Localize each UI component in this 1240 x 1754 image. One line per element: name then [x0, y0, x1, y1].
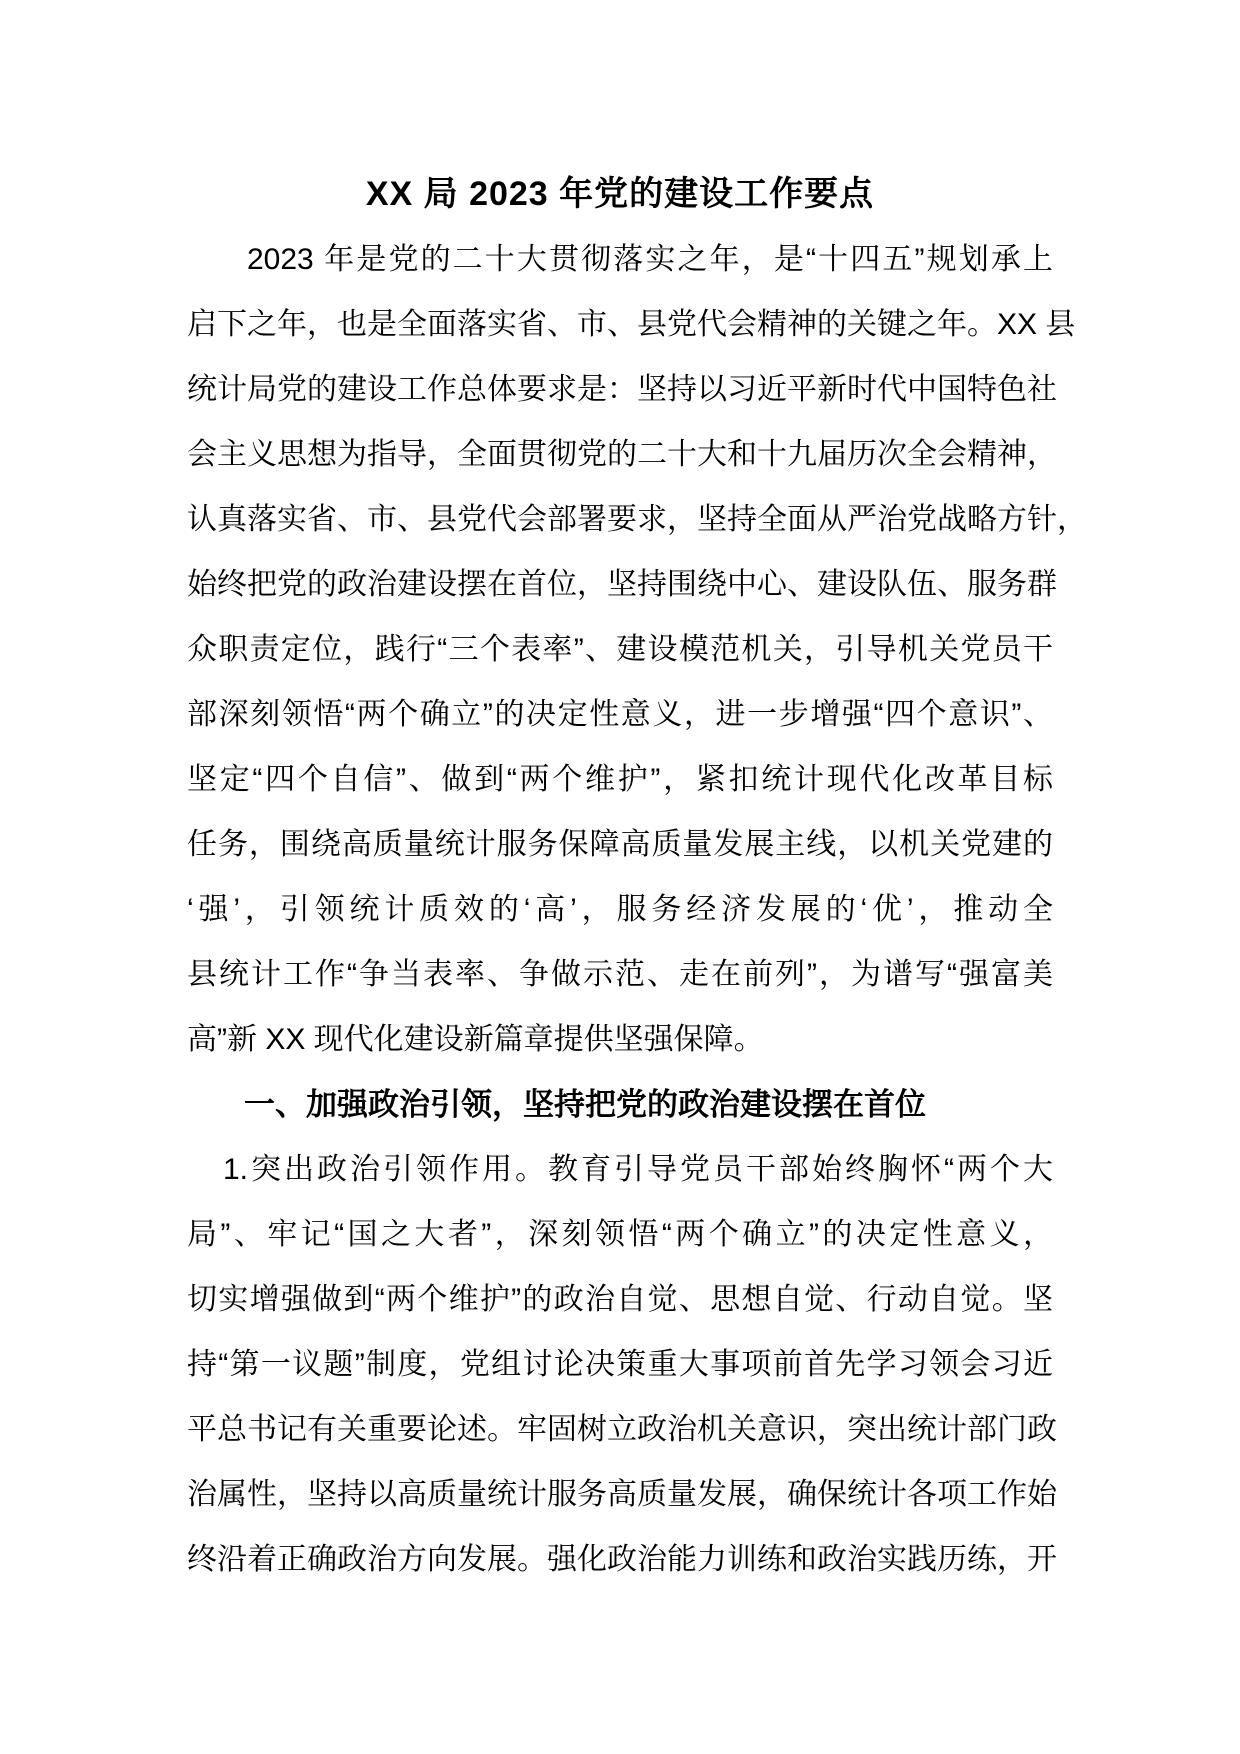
intro-paragraph-line: 众职责定位，践行“三个表率”、建设模范机关，引导机关党员干	[187, 633, 1053, 666]
intro-paragraph-line: 坚定“四个自信”、做到“两个维护”，紧扣统计现代化改革目标	[187, 763, 1053, 796]
intro-paragraph-line: 任务，围绕高质量统计服务保障高质量发展主线，以机关党建的	[187, 828, 1053, 861]
section-1-item-1-line: 切实增强做到“两个维护”的政治自觉、思想自觉、行动自觉。坚	[187, 1283, 1053, 1316]
intro-paragraph-line: 认真落实省、市、县党代会部署要求，坚持全面从严治党战略方针，	[187, 503, 1087, 536]
intro-paragraph-line: 统计局党的建设工作总体要求是：坚持以习近平新时代中国特色社	[187, 373, 1057, 406]
intro-paragraph-line: 启下之年，也是全面落实省、市、县党代会精神的关键之年。XX 县	[187, 308, 1076, 341]
section-1-item-1-line: 持“第一议题”制度，党组讨论决策重大事项前首先学习领会习近	[187, 1348, 1053, 1381]
document-title: XX 局 2023 年党的建设工作要点	[365, 175, 875, 213]
document-content	[187, 162, 1087, 1592]
section-1-item-1-line: 平总书记有关重要论述。牢固树立政治机关意识，突出统计部门政	[187, 1413, 1057, 1446]
intro-paragraph-last-line: 高”新 XX 现代化建设新篇章提供坚强保障。	[187, 1023, 764, 1056]
section-1-item-1-line: 终沿着正确政治方向发展。强化政治能力训练和政治实践历练，开	[187, 1543, 1057, 1576]
intro-paragraph-line: 县统计工作“争当表率、争做示范、走在前列”，为谱写“强富美	[187, 958, 1053, 991]
section-1-heading: 一、加强政治引领，坚持把党的政治建设摆在首位	[244, 1087, 926, 1122]
intro-paragraph-line: 会主义思想为指导，全面贯彻党的二十大和十九届历次全会精神，	[187, 438, 1057, 471]
section-1-item-1-line: 局”、牢记“国之大者”，深刻领悟“两个确立”的决定性意义，	[187, 1218, 1053, 1251]
intro-paragraph-line: ‘强’，引领统计质效的‘高’，服务经济发展的‘优’，推动全	[187, 893, 1053, 926]
section-1-item-1-line: 治属性，坚持以高质量统计服务高质量发展，确保统计各项工作始	[187, 1478, 1057, 1511]
intro-paragraph-line: 2023 年是党的二十大贯彻落实之年，是“十四五”规划承上	[247, 243, 1053, 276]
section-1-item-1-line: 1.突出政治引领作用。教育引导党员干部始终胸怀“两个大	[223, 1153, 1053, 1186]
intro-paragraph-line: 部深刻领悟“两个确立”的决定性意义，进一步增强“四个意识”、	[187, 698, 1053, 731]
intro-paragraph-line: 始终把党的政治建设摆在首位，坚持围绕中心、建设队伍、服务群	[187, 568, 1057, 601]
